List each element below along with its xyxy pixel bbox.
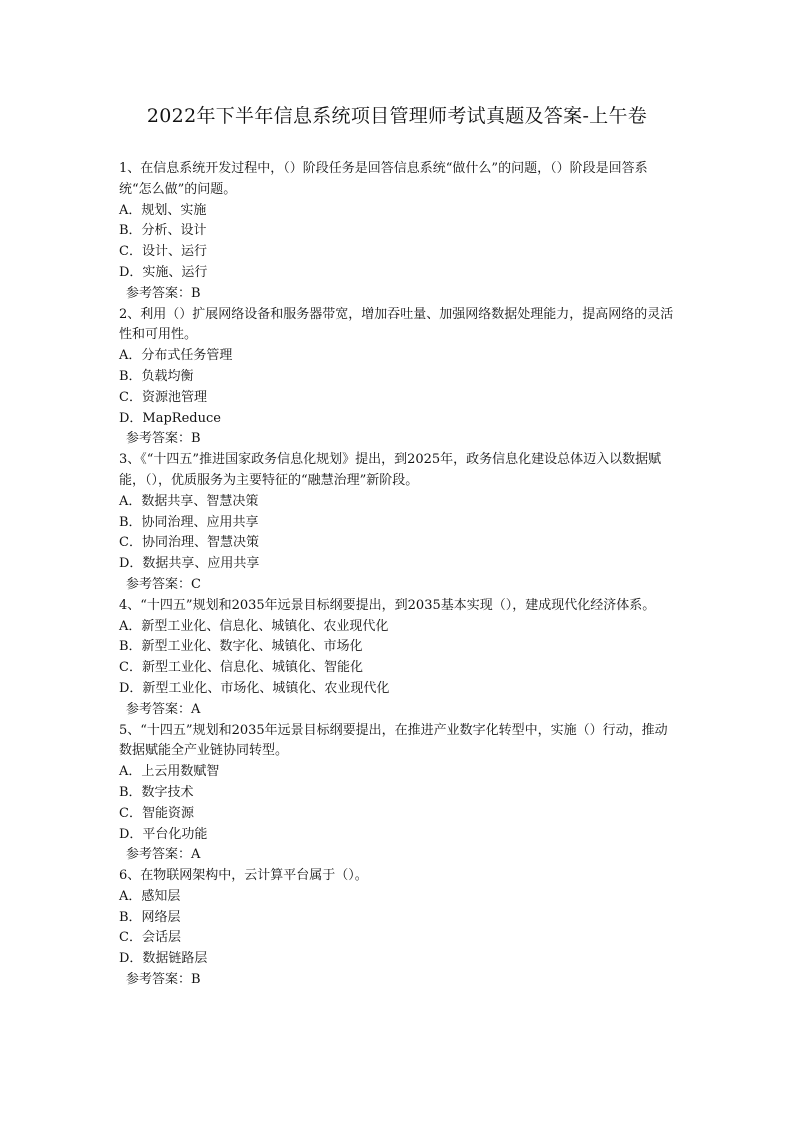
option-c: C．协同治理、智慧决策 bbox=[119, 535, 259, 551]
question-stem: 2、利用（）扩展网络设备和服务器带宽，增加吞吐量、加强网络数据处理能力，提高网络的灵活性和可用性。 bbox=[119, 306, 674, 343]
reference-answer: 参考答案：B bbox=[126, 285, 201, 301]
question-5 bbox=[119, 721, 679, 867]
option-a: A．数据共享、智慧决策 bbox=[119, 493, 259, 509]
reference-answer: 参考答案：A bbox=[126, 847, 201, 863]
option-c: C．会话层 bbox=[119, 930, 181, 946]
option-b: B．数字技术 bbox=[119, 784, 194, 800]
question-4 bbox=[119, 596, 679, 721]
option-a: A．感知层 bbox=[119, 888, 181, 904]
question-2 bbox=[119, 305, 679, 451]
question-1 bbox=[119, 159, 679, 305]
option-a: A．规划、实施 bbox=[119, 202, 207, 218]
question-stem: 5、“十四五”规划和2035年远景目标纲要提出，在推进产业数字化转型中，实施（）行动，推动数据赋能全产业链协同转型。 bbox=[119, 722, 668, 759]
question-3 bbox=[119, 450, 679, 596]
option-d: D．实施、运行 bbox=[119, 264, 208, 280]
option-d: D．新型工业化、市场化、城镇化、农业现代化 bbox=[119, 680, 390, 696]
option-b: B．负载均衡 bbox=[119, 368, 194, 384]
option-c: C．新型工业化、信息化、城镇化、智能化 bbox=[119, 660, 363, 676]
option-c: C．资源池管理 bbox=[119, 389, 207, 405]
option-a: A．新型工业化、信息化、城镇化、农业现代化 bbox=[119, 618, 389, 634]
reference-answer: 参考答案：A bbox=[126, 701, 201, 717]
document-title: 2022年下半年信息系统项目管理师考试真题及答案-上午卷 bbox=[146, 105, 648, 127]
option-c: C．智能资源 bbox=[119, 805, 194, 821]
question-stem: 3、《“十四五”推进国家政务信息化规划》提出，到2025年，政务信息化建设总体迈入以数据赋能，（），优质服务为主要特征的“融慧治理”新阶段。 bbox=[119, 452, 662, 488]
option-d: D．数据共享、应用共享 bbox=[119, 556, 260, 572]
option-d: D．MapReduce bbox=[119, 410, 221, 426]
option-b: B．网络层 bbox=[119, 909, 181, 925]
question-list bbox=[119, 159, 679, 991]
reference-answer: 参考答案：B bbox=[126, 431, 201, 447]
option-b: B．新型工业化、数字化、城镇化、市场化 bbox=[119, 639, 363, 655]
question-stem: 4、“十四五”规划和2035年远景目标纲要提出，到2035基本实现（），建成现代化经济体系。 bbox=[119, 597, 656, 613]
option-a: A．分布式任务管理 bbox=[119, 348, 233, 364]
option-c: C．设计、运行 bbox=[119, 244, 207, 260]
option-d: D．平台化功能 bbox=[119, 826, 208, 842]
question-stem: 6、在物联网架构中，云计算平台属于（）。 bbox=[119, 868, 368, 884]
reference-answer: 参考答案：B bbox=[126, 972, 201, 988]
question-stem: 1、在信息系统开发过程中，（）阶段任务是回答信息系统“做什么”的问题，（）阶段是回答系统“怎么做”的问题。 bbox=[119, 161, 648, 197]
option-a: A．上云用数赋智 bbox=[119, 764, 220, 780]
question-6 bbox=[119, 866, 679, 991]
option-d: D．数据链路层 bbox=[119, 951, 208, 967]
option-b: B．分析、设计 bbox=[119, 223, 207, 239]
option-b: B．协同治理、应用共享 bbox=[119, 514, 259, 530]
reference-answer: 参考答案：C bbox=[126, 576, 201, 592]
